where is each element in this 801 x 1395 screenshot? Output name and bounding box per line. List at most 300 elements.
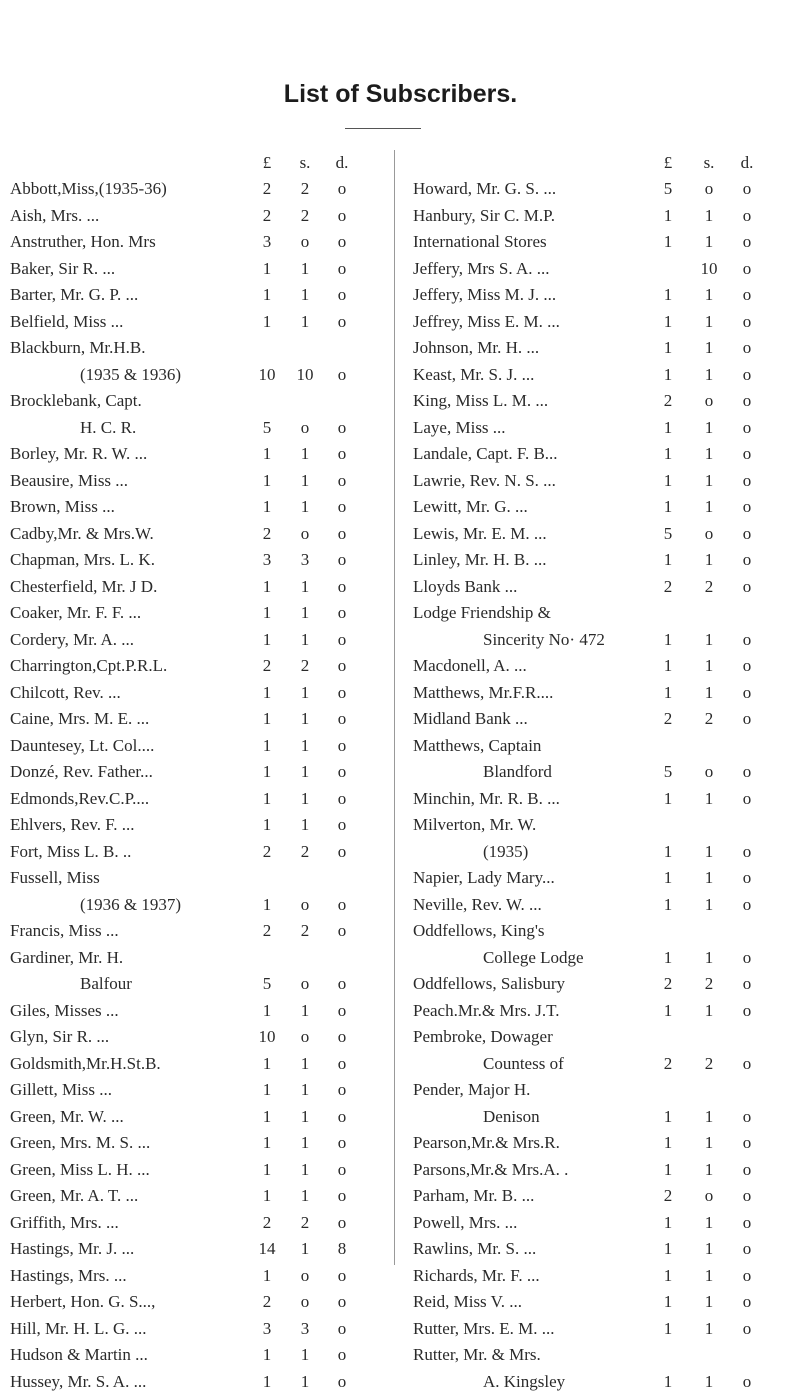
subscriber-name: Lodge Friendship & [413,600,663,627]
shillings-amount: 1 [700,229,718,256]
subscriber-name: Keast, Mr. S. J. ... [413,362,663,389]
shillings-amount: o [296,1289,314,1316]
subscriber-name: Brown, Miss ... [10,494,265,521]
subscriber-row [395,812,801,839]
subscriber-row [0,1183,394,1210]
subscriber-row [395,1051,801,1078]
pounds-amount: 1 [258,494,276,521]
subscriber-row [395,468,801,495]
subscriber-name: Anstruther, Hon. Mrs [10,229,265,256]
subscriber-row [0,229,394,256]
shillings-amount: o [296,229,314,256]
shillings-amount: 1 [700,1157,718,1184]
pounds-amount: 1 [659,494,677,521]
subscriber-row [0,812,394,839]
pence-amount: o [333,521,351,548]
subscriber-row [395,600,801,627]
pounds-amount: 1 [258,1342,276,1369]
subscriber-name: International Stores [413,229,663,256]
pence-amount: o [333,706,351,733]
subscriber-row [0,1289,394,1316]
subscriber-name: Hill, Mr. H. L. G. ... [10,1316,265,1343]
pounds-amount: 1 [258,786,276,813]
subscriber-name: Jeffrey, Miss E. M. ... [413,309,663,336]
pounds-amount: 2 [258,653,276,680]
shillings-amount: 1 [700,335,718,362]
shillings-amount: 1 [296,1157,314,1184]
subscriber-row [395,918,801,945]
pounds-amount: 1 [258,256,276,283]
shillings-amount: 2 [700,971,718,998]
pence-amount: o [333,441,351,468]
pence-amount: o [333,653,351,680]
subscriber-name: Rutter, Mrs. E. M. ... [413,1316,663,1343]
shillings-amount: 1 [700,1236,718,1263]
pence-amount: o [333,1104,351,1131]
shillings-amount: 1 [700,627,718,654]
subscriber-row [395,574,801,601]
subscriber-row [395,653,801,680]
pence-amount: o [738,971,756,998]
subscriber-row [0,574,394,601]
shillings-amount: o [296,971,314,998]
shillings-amount: o [296,521,314,548]
pounds-amount: 1 [659,1289,677,1316]
subscriber-row [395,945,801,972]
subscriber-name: College Lodge [413,945,663,972]
pounds-amount: 1 [659,468,677,495]
subscriber-name: (1936 & 1937) [10,892,265,919]
subscriber-row [0,1263,394,1290]
pounds-amount: 1 [258,1157,276,1184]
pence-header: d. [738,150,756,177]
pence-amount: o [333,282,351,309]
pounds-amount: 1 [659,1210,677,1237]
subscriber-name: Reid, Miss V. ... [413,1289,663,1316]
shillings-amount: 1 [700,945,718,972]
pounds-amount: 1 [659,1130,677,1157]
subscriber-row [395,441,801,468]
subscriber-name: Minchin, Mr. R. B. ... [413,786,663,813]
subscriber-name: Rawlins, Mr. S. ... [413,1236,663,1263]
pence-amount: o [738,680,756,707]
subscriber-name: Lloyds Bank ... [413,574,663,601]
shillings-amount: 1 [700,998,718,1025]
pence-amount: o [333,468,351,495]
pounds-amount: 2 [258,918,276,945]
pounds-amount: 3 [258,229,276,256]
shillings-amount: 1 [700,1104,718,1131]
pence-amount: o [333,839,351,866]
shillings-amount: 1 [700,1210,718,1237]
subscriber-row [395,256,801,283]
pounds-amount: 2 [659,574,677,601]
shillings-amount: 1 [700,282,718,309]
pence-amount: o [333,1289,351,1316]
subscriber-name: Green, Mr. W. ... [10,1104,265,1131]
subscriber-name: Fort, Miss L. B. .. [10,839,265,866]
shillings-amount: 1 [296,733,314,760]
pence-amount: o [333,203,351,230]
subscribers-left-column [0,176,394,1395]
subscriber-row [0,176,394,203]
subscriber-row [395,547,801,574]
pence-amount: o [738,1263,756,1290]
pence-amount: o [333,494,351,521]
pence-amount: o [738,865,756,892]
subscriber-row [0,680,394,707]
subscriber-row [0,1210,394,1237]
pounds-amount: 1 [258,892,276,919]
shillings-amount: 1 [700,1263,718,1290]
pence-amount: o [333,998,351,1025]
shillings-amount: 1 [296,309,314,336]
subscriber-row [0,388,394,415]
subscriber-row [0,256,394,283]
pounds-amount: 3 [258,1316,276,1343]
pounds-amount: 3 [258,547,276,574]
subscriber-row [0,494,394,521]
pounds-amount: 1 [659,1157,677,1184]
pence-amount: o [333,1316,351,1343]
subscriber-row [395,388,801,415]
shillings-amount: 1 [700,839,718,866]
shillings-amount: 10 [700,256,718,283]
pounds-amount: 1 [659,309,677,336]
subscriber-name: Abbott,Miss,(1935-36) [10,176,265,203]
pence-amount: o [738,839,756,866]
subscriber-name: Balfour [10,971,265,998]
subscriber-row [0,918,394,945]
subscriber-name: King, Miss L. M. ... [413,388,663,415]
shillings-amount: 1 [296,256,314,283]
shillings-amount: 1 [296,574,314,601]
subscriber-name: Brocklebank, Capt. [10,388,265,415]
subscriber-name: Green, Miss L. H. ... [10,1157,265,1184]
subscriber-name: Oddfellows, King's [413,918,663,945]
subscriber-name: Denison [413,1104,663,1131]
pounds-amount: 1 [659,1263,677,1290]
shillings-amount: 1 [296,680,314,707]
pence-amount: o [333,918,351,945]
subscriber-name: Charrington,Cpt.P.R.L. [10,653,265,680]
subscriber-row [395,1289,801,1316]
shillings-amount: 1 [296,1130,314,1157]
subscriber-name: Chilcott, Rev. ... [10,680,265,707]
pounds-amount: 1 [258,600,276,627]
subscriber-row [0,468,394,495]
subscriber-row [0,1077,394,1104]
subscriber-name: Parsons,Mr.& Mrs.A. . [413,1157,663,1184]
pounds-amount: 2 [258,839,276,866]
subscriber-name: Francis, Miss ... [10,918,265,945]
pounds-amount: 1 [258,1183,276,1210]
subscriber-name: Donzé, Rev. Father... [10,759,265,786]
subscriber-row [395,415,801,442]
subscriber-row [395,680,801,707]
shillings-amount: 1 [700,1369,718,1395]
pounds-amount: 2 [659,1183,677,1210]
shillings-amount: 3 [296,547,314,574]
subscriber-row [0,547,394,574]
pence-amount: o [738,1130,756,1157]
subscriber-name: Midland Bank ... [413,706,663,733]
shillings-amount: 1 [700,415,718,442]
shillings-amount: 1 [296,1077,314,1104]
subscriber-row [395,998,801,1025]
pence-amount: o [738,388,756,415]
pence-amount: o [738,176,756,203]
pence-amount: o [333,1369,351,1395]
subscriber-name: (1935) [413,839,663,866]
pounds-amount: 1 [659,945,677,972]
subscriber-name: Ehlvers, Rev. F. ... [10,812,265,839]
pence-amount: o [333,547,351,574]
subscriber-row [395,1130,801,1157]
shillings-amount: 2 [296,653,314,680]
subscriber-row [395,1236,801,1263]
subscriber-name: Coaker, Mr. F. F. ... [10,600,265,627]
pence-amount: o [738,1157,756,1184]
shillings-amount: 1 [700,362,718,389]
subscriber-row [395,1183,801,1210]
pence-amount: o [738,229,756,256]
pounds-amount: 1 [258,1077,276,1104]
shillings-amount: 1 [296,600,314,627]
subscriber-row [395,733,801,760]
pounds-amount: 1 [659,839,677,866]
subscriber-name: Richards, Mr. F. ... [413,1263,663,1290]
pence-amount: o [333,627,351,654]
subscriber-row [395,1316,801,1343]
pence-amount: o [333,1051,351,1078]
pence-amount: 8 [333,1236,351,1263]
pence-amount: o [738,468,756,495]
subscriber-row [395,706,801,733]
subscriber-name: Milverton, Mr. W. [413,812,663,839]
subscriber-row [0,653,394,680]
pence-amount: o [333,1157,351,1184]
subscriber-name: Chesterfield, Mr. J D. [10,574,265,601]
subscriber-row [395,1104,801,1131]
pounds-amount: 2 [659,971,677,998]
pounds-amount: 1 [659,441,677,468]
pounds-amount: 2 [659,1051,677,1078]
subscriber-name: Johnson, Mr. H. ... [413,335,663,362]
shillings-header: s. [296,150,314,177]
pence-amount: o [738,892,756,919]
pence-amount: o [333,1077,351,1104]
shillings-amount: 1 [700,547,718,574]
pence-amount: o [333,1263,351,1290]
subscriber-row [395,1263,801,1290]
subscriber-name: Lewis, Mr. E. M. ... [413,521,663,548]
page-title: List of Subscribers. [0,80,801,109]
subscriber-name: Gardiner, Mr. H. [10,945,265,972]
pounds-amount: 1 [659,892,677,919]
subscriber-row [0,521,394,548]
pence-amount: o [333,892,351,919]
subscriber-name: Fussell, Miss [10,865,265,892]
pounds-amount: 1 [659,415,677,442]
subscriber-row [395,1024,801,1051]
subscriber-name: Goldsmith,Mr.H.St.B. [10,1051,265,1078]
subscriber-row [0,282,394,309]
subscriber-name: Borley, Mr. R. W. ... [10,441,265,468]
shillings-amount: o [700,176,718,203]
subscriber-row [0,733,394,760]
shillings-amount: 1 [296,1051,314,1078]
shillings-amount: 10 [296,362,314,389]
pence-amount: o [333,415,351,442]
pence-amount: o [333,759,351,786]
subscriber-row [395,1210,801,1237]
subscriber-name: Powell, Mrs. ... [413,1210,663,1237]
subscriber-row [395,362,801,389]
pence-amount: o [333,1024,351,1051]
pounds-amount: 10 [258,362,276,389]
subscriber-name: Countess of [413,1051,663,1078]
shillings-amount: 1 [700,468,718,495]
pence-amount: o [738,1183,756,1210]
shillings-amount: 1 [296,1183,314,1210]
shillings-amount: 1 [296,1104,314,1131]
pence-amount: o [738,1210,756,1237]
subscriber-name: Hanbury, Sir C. M.P. [413,203,663,230]
subscriber-name: Chapman, Mrs. L. K. [10,547,265,574]
pence-amount: o [738,998,756,1025]
subscriber-row [395,494,801,521]
pence-header: d. [333,150,351,177]
subscriber-name: Caine, Mrs. M. E. ... [10,706,265,733]
pounds-amount: 2 [659,706,677,733]
subscriber-row [395,521,801,548]
shillings-amount: 1 [700,892,718,919]
shillings-amount: 1 [700,865,718,892]
pence-amount: o [738,706,756,733]
subscriber-name: Landale, Capt. F. B... [413,441,663,468]
shillings-amount: 1 [296,627,314,654]
subscriber-name: Sincerity No· 472 [413,627,663,654]
subscriber-row [395,229,801,256]
subscriber-name: Oddfellows, Salisbury [413,971,663,998]
subscriber-row [395,627,801,654]
shillings-amount: o [296,415,314,442]
shillings-amount: 1 [700,441,718,468]
pounds-amount: 1 [258,574,276,601]
shillings-amount: 1 [700,680,718,707]
subscriber-row [0,892,394,919]
pounds-amount: 2 [258,1289,276,1316]
subscriber-name: Herbert, Hon. G. S..., [10,1289,265,1316]
shillings-amount: 2 [296,1210,314,1237]
pence-amount: o [333,362,351,389]
subscriber-name: Hastings, Mr. J. ... [10,1236,265,1263]
subscriber-name: Peach.Mr.& Mrs. J.T. [413,998,663,1025]
subscriber-name: Matthews, Captain [413,733,663,760]
pounds-amount: 1 [659,203,677,230]
pounds-amount: 1 [659,998,677,1025]
subscriber-name: A. Kingsley [413,1369,663,1395]
pounds-amount: 5 [258,971,276,998]
pounds-amount: 1 [258,441,276,468]
pounds-header: £ [258,150,276,177]
pence-amount: o [333,1130,351,1157]
subscriber-row [0,309,394,336]
pence-amount: o [738,574,756,601]
subscriber-row [0,203,394,230]
subscriber-row [395,335,801,362]
shillings-amount: 1 [296,759,314,786]
pounds-amount: 1 [258,680,276,707]
shillings-amount: 2 [296,176,314,203]
subscriber-name: Belfield, Miss ... [10,309,265,336]
subscriber-row [395,839,801,866]
subscriber-name: Hussey, Mr. S. A. ... [10,1369,265,1395]
pounds-amount: 1 [258,812,276,839]
subscriber-name: Howard, Mr. G. S. ... [413,176,663,203]
pence-amount: o [333,1183,351,1210]
subscriber-row [0,600,394,627]
subscriber-name: Baker, Sir R. ... [10,256,265,283]
pence-amount: o [738,256,756,283]
pence-amount: o [738,945,756,972]
subscriber-row [395,203,801,230]
subscriber-row [395,176,801,203]
subscriber-row [0,971,394,998]
subscriber-row [0,839,394,866]
pence-amount: o [333,680,351,707]
shillings-amount: 2 [296,918,314,945]
subscriber-name: Barter, Mr. G. P. ... [10,282,265,309]
pounds-amount: 1 [258,1130,276,1157]
subscriber-row [395,865,801,892]
pence-amount: o [738,1236,756,1263]
subscriber-row [395,1077,801,1104]
subscriber-name: Lawrie, Rev. N. S. ... [413,468,663,495]
subscriber-row [395,1157,801,1184]
pence-amount: o [738,786,756,813]
pence-amount: o [738,441,756,468]
pounds-amount: 5 [258,415,276,442]
shillings-amount: 1 [296,998,314,1025]
subscriber-row [0,335,394,362]
pounds-amount: 1 [258,706,276,733]
pounds-header: £ [659,150,677,177]
subscriber-name: Jeffery, Mrs S. A. ... [413,256,663,283]
shillings-amount: 2 [700,574,718,601]
shillings-amount: o [296,1263,314,1290]
subscriber-row [0,1236,394,1263]
pounds-amount: 1 [258,733,276,760]
pence-amount: o [738,521,756,548]
subscriber-name: Rutter, Mr. & Mrs. [413,1342,663,1369]
subscriber-name: Laye, Miss ... [413,415,663,442]
subscriber-row [0,415,394,442]
subscriber-row [395,892,801,919]
subscriber-name: Pembroke, Dowager [413,1024,663,1051]
pounds-amount: 1 [659,627,677,654]
shillings-amount: 1 [296,282,314,309]
subscriber-row [0,1104,394,1131]
shillings-amount: o [296,892,314,919]
pounds-amount: 1 [258,627,276,654]
pence-amount: o [738,1051,756,1078]
shillings-amount: o [700,1183,718,1210]
subscriber-name: Neville, Rev. W. ... [413,892,663,919]
pounds-amount: 1 [659,229,677,256]
shillings-amount: 2 [700,1051,718,1078]
